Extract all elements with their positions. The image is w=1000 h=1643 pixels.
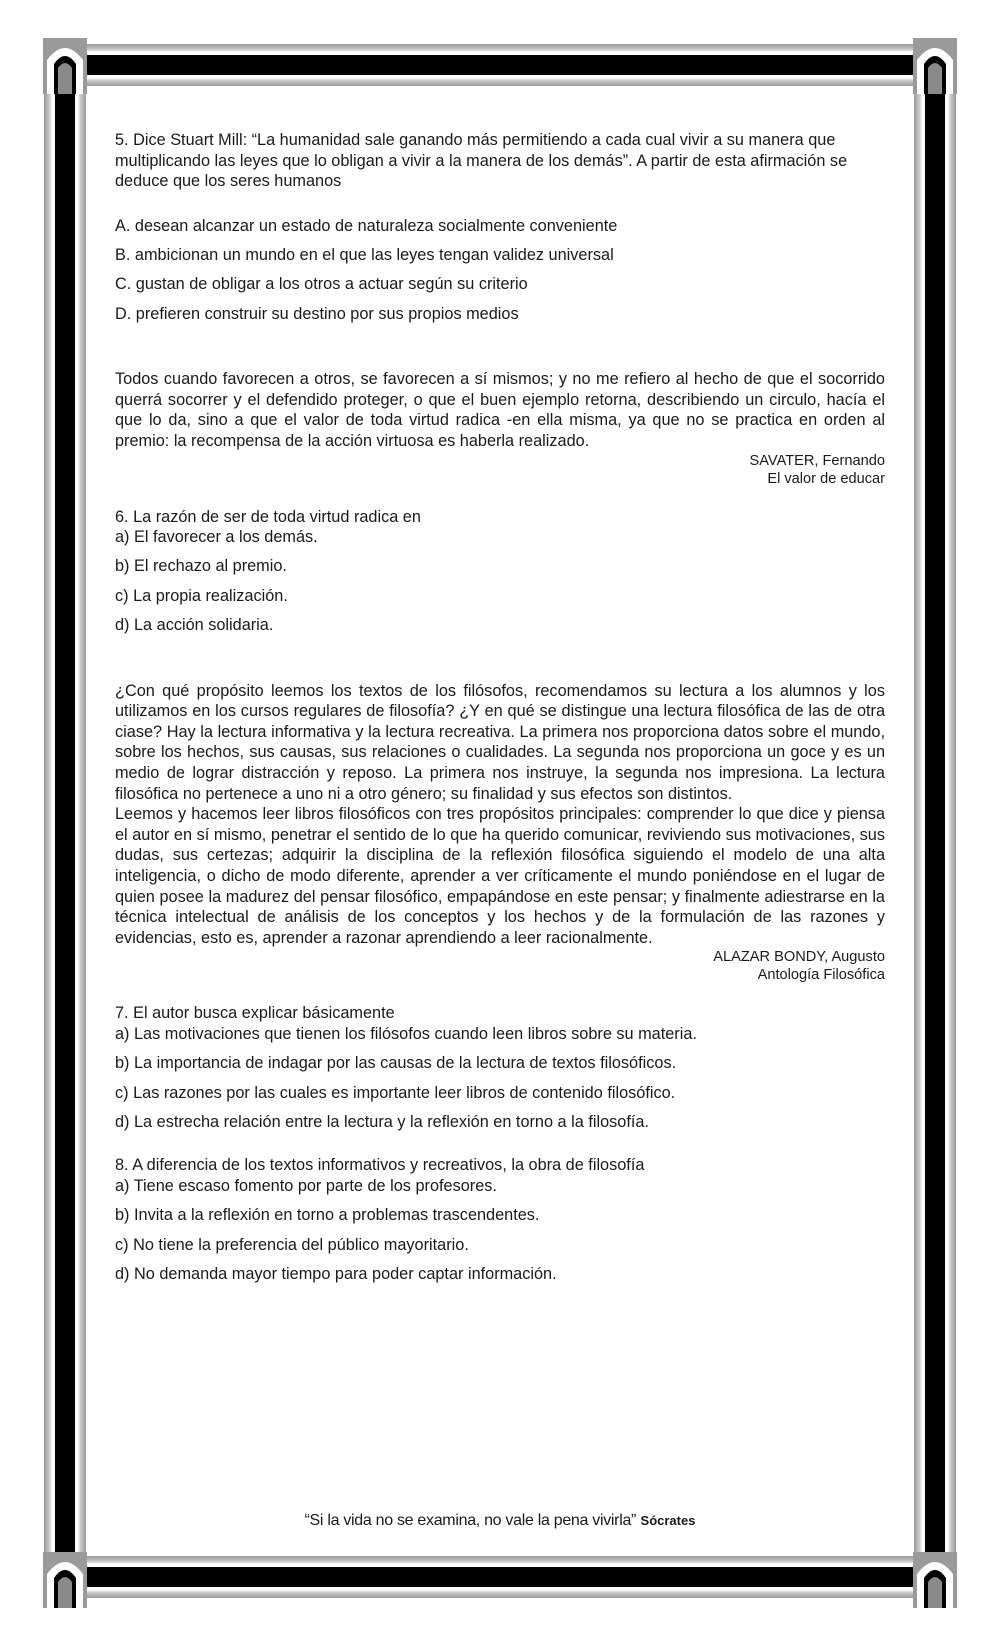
passage-savater-work: El valor de educar	[767, 470, 885, 487]
question-5-option-b: B. ambicionan un mundo en el que las leyes tengan validez universal	[115, 246, 614, 265]
question-5-option-c: C. gustan de obligar a los otros a actuar según su criterio	[115, 275, 528, 294]
passage-salazar-paragraph-2: Leemos y hacemos leer libros filosóficos con tres propósitos principales: comprender lo que dice y piensa el autor en sí mismo, penetrar el sentido de lo que ha querido comunicar, reviviendo sus motivaciones, sus dudas, sus certezas; adquirir la disciplina de la reflexión filosófica siguiendo el modelo de una alta inteligencia, o dicho de modo diferente, aprender a ver críticamente el mundo poniéndose en el lugar de quien posee la madurez del pensar filosófico, empapándose en este pensar; y finalmente adiestrarse en la técnica intelectual de análisis de los conceptos y los hechos y de la formulación de las razones y evidencias, esto es, aprender a razonar aprendiendo a leer racionalmente.	[115, 805, 885, 947]
passage-salazar-author: ALAZAR BONDY, Augusto	[713, 949, 885, 966]
frame-corner-arch-icon	[43, 1552, 87, 1608]
frame-corner-arch-icon	[913, 38, 957, 94]
question-5-option-a: A. desean alcanzar un estado de naturaleza socialmente conveniente	[115, 216, 618, 235]
frame-corner-arch-icon	[43, 38, 87, 94]
question-5-stem: 5. Dice Stuart Mill: “La humanidad sale ganando más permitiendo a cada cual vivir a su manera que multiplicando las leyes que lo obligan a vivir a la manera de los demás”. A partir de esta afirmación se deduce que los seres humanos	[115, 131, 848, 191]
question-7-option-d: d) La estrecha relación entre la lectura y la reflexión en torno a la filosofía.	[115, 1112, 649, 1131]
passage-salazar-paragraph-1: ¿Con qué propósito leemos los textos de los filósofos, recomendamos su lectura a los alumnos y los utilizamos en los cursos regulares de filosofía? ¿Y en qué se distingue una lectura filosófica de las de otra ciase? Hay la lectura informativa y la lectura recreativa. La primera nos proporciona datos sobre el mundo, sobre los hechos, sus causas, sus relaciones o cualidades. La segunda nos proporciona un goce y es un medio de lograr distracción y reposo. La primera nos instruye, la segunda nos impresiona. La lectura filosófica no pertenece a uno ni a otro género; su finalidad y sus efectos son distintos.	[115, 681, 885, 803]
question-8-stem: 8. A diferencia de los textos informativos y recreativos, la obra de filosofía	[115, 1156, 645, 1175]
passage-savater: Todos cuando favorecen a otros, se favorecen a sí mismos; y no me refiero al hecho de que el socorrido querrá socorrer y el defendido proteger, o que el buen ejemplo retorna, describiendo un circulo, hacía el que lo da, sino a que el valor de toda virtud radica -en ella misma, ya que no se practica en orden al premio: la recompensa de la acción virtuosa es haberla realizado.	[115, 370, 885, 450]
question-7-option-a: a) Las motivaciones que tienen los filósofos cuando leen libros sobre su materia.	[115, 1024, 697, 1043]
footer-quote-line	[0, 1512, 1000, 1530]
question-5-option-d: D. prefieren construir su destino por sus propios medios	[115, 304, 519, 323]
frame-right-bar	[914, 44, 956, 1599]
question-7-option-c: c) Las razones por las cuales es importante leer libros de contenido filosófico.	[115, 1083, 676, 1102]
question-7-option-b: b) La importancia de indagar por las causas de la lectura de textos filosóficos.	[115, 1054, 677, 1073]
question-6-option-c: c) La propia realización.	[115, 586, 288, 605]
question-7-stem: 7. El autor busca explicar básicamente	[115, 1004, 395, 1023]
question-8-option-a: a) Tiene escaso fomento por parte de los profesores.	[115, 1176, 497, 1195]
footer-author: Sócrates	[640, 1513, 696, 1528]
question-6-option-d: d) La acción solidaria.	[115, 616, 274, 635]
frame-left-bar	[44, 44, 86, 1599]
frame-top-bar	[62, 44, 938, 86]
footer-quote: “Si la vida no se examina, no vale la pena vivirla”	[304, 1512, 637, 1529]
question-6-option-b: b) El rechazo al premio.	[115, 557, 287, 576]
worksheet-content	[115, 130, 885, 1284]
question-8-option-c: c) No tiene la preferencia del público mayoritario.	[115, 1235, 469, 1254]
question-6-option-a: a) El favorecer a los demás.	[115, 528, 318, 547]
question-8-option-d: d) No demanda mayor tiempo para poder captar información.	[115, 1264, 557, 1283]
question-6-stem: 6. La razón de ser de toda virtud radica en	[115, 507, 421, 526]
question-8-option-b: b) Invita a la reflexión en torno a problemas trascendentes.	[115, 1206, 540, 1225]
frame-bottom-bar	[62, 1556, 938, 1598]
passage-salazar-work: Antología Filosófica	[757, 967, 885, 984]
passage-savater-author: SAVATER, Fernando	[749, 452, 885, 469]
frame-corner-arch-icon	[913, 1552, 957, 1608]
